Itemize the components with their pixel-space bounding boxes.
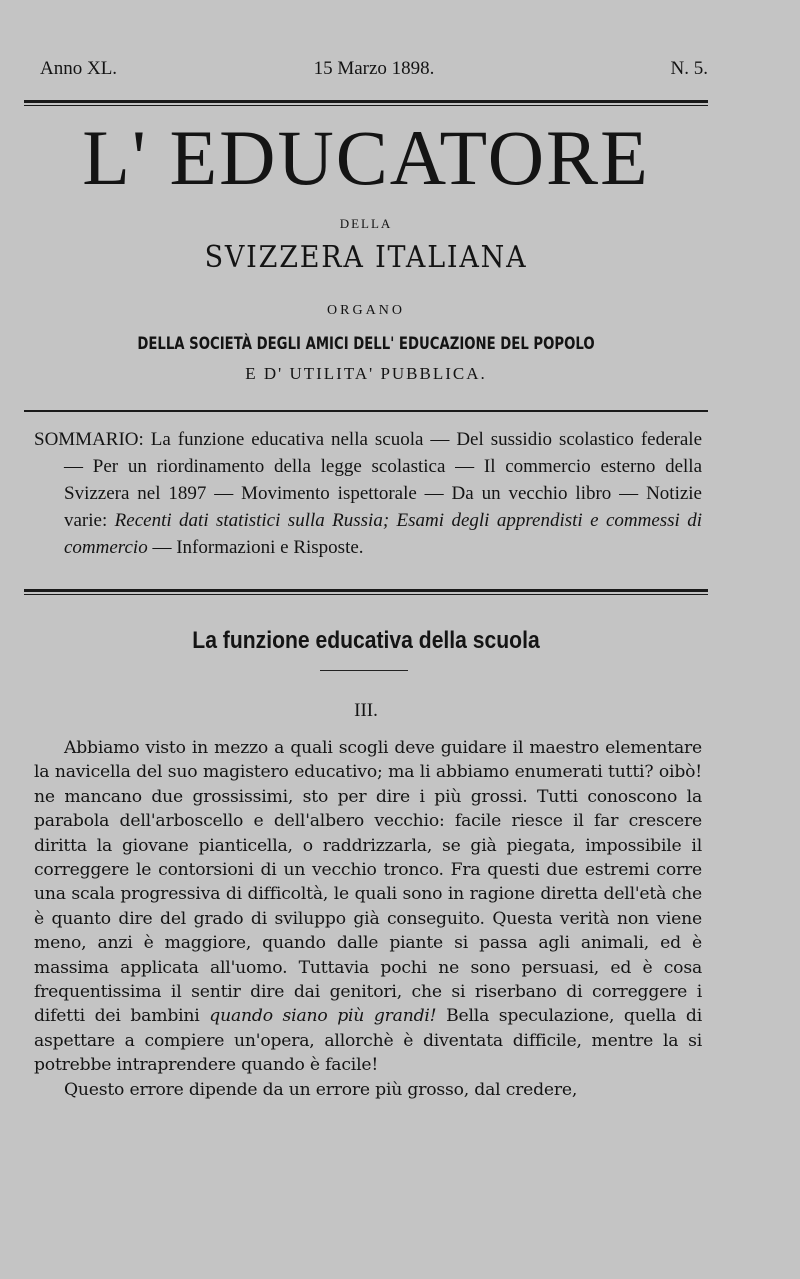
sommario-bottom-rule — [24, 589, 708, 592]
masthead-society: DELLA SOCIETÀ DEGLI AMICI DELL' EDUCAZIONE DEL POPOLO — [137, 334, 595, 354]
issue-header — [40, 58, 708, 88]
sommario-label: SOMMARIO: — [34, 429, 144, 450]
sommario-text: La funzione educativa nella scuola — Del sussidio scolastico federale — Per un riordinamento della legge scolastica — Il commercio esterno della Svizzera nel 1897 — Movimento ispettorale — Da un vecchio libro — Notizie varie: — [64, 429, 702, 531]
sommario-tail: — Informazioni e Risposte. — [152, 537, 364, 558]
header-rule-thin — [24, 105, 708, 106]
article-title: La funzione educativa della scuola — [192, 627, 540, 654]
masthead-della: DELLA — [339, 216, 393, 231]
paragraph-1 — [34, 736, 702, 1078]
masthead-utility: E D' UTILITA' PUBBLICA. — [245, 364, 487, 383]
header-rule — [24, 100, 708, 103]
issue-date: 15 Marzo 1898. — [313, 58, 435, 79]
article-body — [34, 736, 702, 1102]
title-divider — [320, 670, 408, 671]
issue-year: Anno XL. — [40, 58, 118, 79]
sommario-top-rule — [24, 410, 708, 412]
article-section: III. — [354, 700, 378, 721]
issue-number: N. 5. — [670, 58, 708, 79]
masthead-organo: ORGANO — [327, 303, 405, 318]
sommario-italic: Recenti dati statistici sulla Russia; Esami degli apprendisti e commessi di commercio — [64, 510, 703, 558]
masthead-subtitle: SVIZZERA ITALIANA — [204, 240, 528, 275]
sommario — [34, 426, 702, 561]
sommario-bottom-rule-thin — [24, 594, 708, 595]
masthead-title: L' EDUCATORE — [82, 114, 650, 201]
paragraph-1-end: Bella speculazione, quella di aspettare a compiere un'opera, allorchè è diventata difficile, mentre la si potrebbe intraprendere quando è facile! — [34, 1006, 702, 1076]
paragraph-1-italic: quando siano più grandi! — [209, 1006, 437, 1027]
paragraph-2: Questo errore dipende da un errore più grosso, dal credere, — [64, 1079, 578, 1100]
paragraph-1-text: Abbiamo visto in mezzo a quali scogli deve guidare il maestro elementare la navicella del suo magistero educativo; ma li abbiamo enumerati tutti? oibò! ne mancano due grossissimi, sto per dire i più grossi. Tutti conoscono la parabola dell'arboscello e dell'albero vecchio: facile riesce il far crescere diritta la giovane pianticella, o raddrizzarla, se già piegata, impossibile il correggere le contorsioni di un vecchio tronco. Fra questi due estremi corre una scala progressiva di difficoltà, le quali sono in ragione diretta dell'età che è quanto dire del grado di sviluppo già conseguito. Questa verità non viene meno, anzi è maggiore, quando dalle piante si passa agli animali, ed è massima applicata all'uomo. Tuttavia pochi ne sono persuasi, ed è cosa frequentissima il sentir dire dai genitori, che si riserbano di correggere i difetti dei bambini — [34, 738, 702, 1027]
